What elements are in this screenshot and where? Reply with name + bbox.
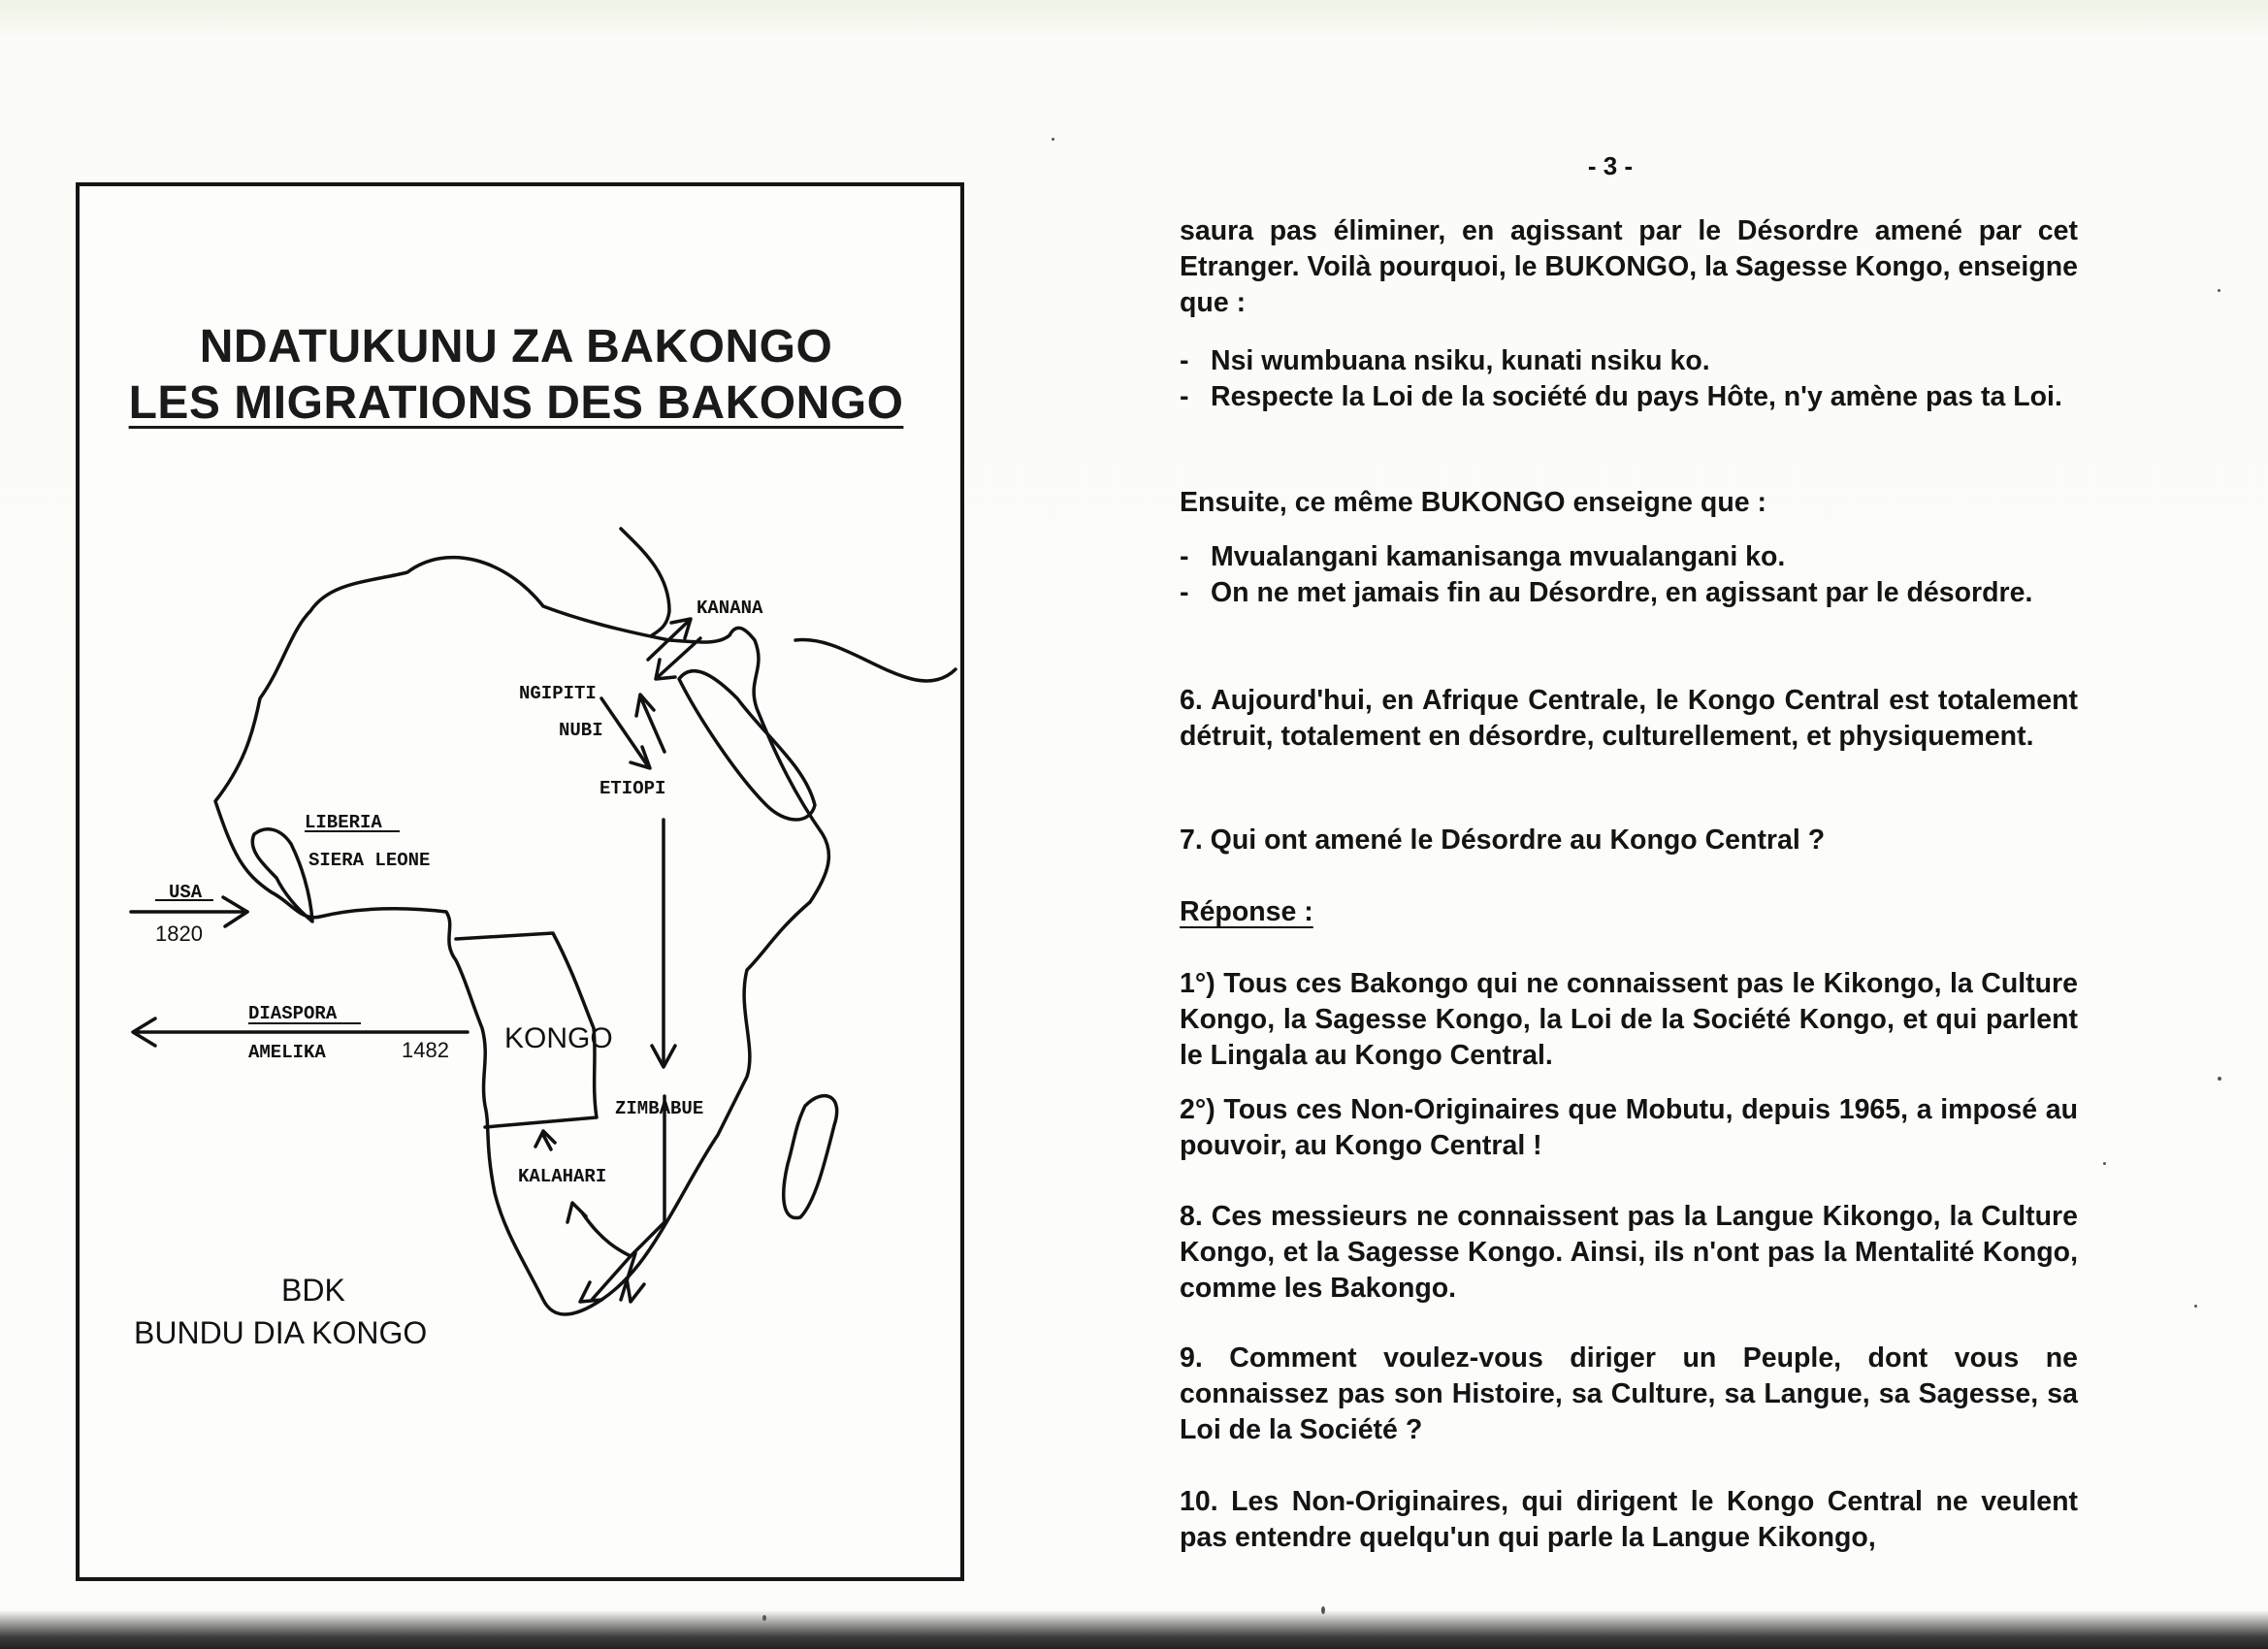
arrow-head-south-up	[567, 1203, 586, 1222]
map-title-french: LES MIGRATIONS DES BAKONGO	[128, 377, 904, 429]
label-bundu-dia-kongo: BUNDU DIA KONGO	[134, 1315, 428, 1350]
reponse-heading: Réponse :	[1180, 896, 1313, 927]
scan-speck	[1052, 138, 1054, 141]
paragraph-intro: saura pas éliminer, en agissant par le Désordre amené par cet Etranger. Voilà pourquoi, le BUKONGO, la Sagesse Kongo, enseigne que :	[1180, 215, 2078, 318]
map-title-kikongo: NDATUKUNU ZA BAKONGO	[199, 321, 833, 372]
arabian-peninsula-outline	[679, 671, 815, 820]
route-etiopi-nubi	[640, 696, 664, 752]
scan-speck	[2218, 1077, 2221, 1081]
label-liberia: LIBERIA	[305, 812, 382, 833]
paragraph-ensuite: Ensuite, ce même BUKONGO enseigne que :	[1180, 487, 1766, 518]
label-etiopi: ETIOPI	[599, 778, 666, 799]
scan-speck	[2194, 1305, 2197, 1308]
west-africa-inner-loop	[252, 829, 312, 922]
label-bdk: BDK	[281, 1273, 345, 1308]
paragraph-8: 8. Ces messieurs ne connaissent pas la Langue Kikongo, la Culture Kongo, et la Sagesse Kongo. Ainsi, ils n'ont pas la Mentalité Kongo, comme les Bakongo.	[1180, 1201, 2078, 1304]
label-amelika: AMELIKA	[248, 1042, 326, 1063]
scan-speck	[762, 1615, 766, 1621]
label-zimbabue: ZIMBABUE	[615, 1098, 704, 1119]
bullet-list-2	[1180, 539, 2078, 611]
label-kanana: KANANA	[697, 598, 763, 619]
label-year-1482: 1482	[402, 1038, 449, 1062]
scan-speck	[2103, 1162, 2106, 1165]
label-diaspora: DIASPORA	[248, 1003, 338, 1024]
paragraph-9: 9. Comment voulez-vous diriger un Peuple, dont vous ne connaissez pas son Histoire, sa Culture, sa Langue, sa Sagesse, sa Loi de la Société ?	[1180, 1342, 2078, 1445]
scan-speck	[1321, 1606, 1325, 1614]
label-usa: USA	[169, 882, 203, 903]
label-kalahari: KALAHARI	[518, 1166, 607, 1187]
label-kongo: KONGO	[504, 1022, 613, 1054]
scan-speck	[2218, 289, 2220, 292]
madagascar-outline	[784, 1096, 837, 1218]
paragraph-6: 6. Aujourd'hui, en Afrique Centrale, le Kongo Central est totalement détruit, totalement en désordre, culturellement, et physiquement.	[1180, 685, 2078, 752]
paragraph-10: 10. Les Non-Originaires, qui dirigent le Kongo Central ne veulent pas entendre quelqu'un qui parle la Langue Kikongo,	[1180, 1486, 2078, 1553]
label-year-1820: 1820	[155, 922, 203, 946]
middle-east-coastline	[795, 640, 956, 681]
list-item: - Respecte la Loi de la société du pays Hôte, n'y amène pas ta Loi.	[1180, 381, 2062, 412]
route-nubi-etiopi	[601, 698, 648, 766]
list-item: - On ne met jamais fin au Désordre, en agissant par le désordre.	[1180, 577, 2033, 608]
label-siera-leone: SIERA LEONE	[308, 850, 431, 871]
page-number: - 3 -	[1587, 151, 1634, 180]
list-item: - Mvualangani kamanisanga mvualangani ko.	[1180, 541, 1786, 572]
label-nubi: NUBI	[559, 720, 603, 741]
bullet-list-1	[1180, 343, 2078, 415]
paragraph-7: 7. Qui ont amené le Désordre au Kongo Central ?	[1180, 824, 1826, 856]
label-ngipiti: NGIPITI	[519, 683, 597, 704]
response-2: 2°) Tous ces Non-Originaires que Mobutu, depuis 1965, a imposé au pouvoir, au Kongo Central !	[1180, 1094, 2078, 1161]
response-1: 1°) Tous ces Bakongo qui ne connaissent pas le Kikongo, la Culture Kongo, la Sagesse Kongo, la Loi de la Société Kongo, et qui parlent le Lingala au Kongo Central.	[1180, 968, 2078, 1071]
mediterranean-coastline	[621, 529, 669, 635]
route-south-arrows	[580, 1212, 644, 1302]
list-item: - Nsi wumbuana nsiku, kunati nsiku ko.	[1180, 345, 1710, 376]
